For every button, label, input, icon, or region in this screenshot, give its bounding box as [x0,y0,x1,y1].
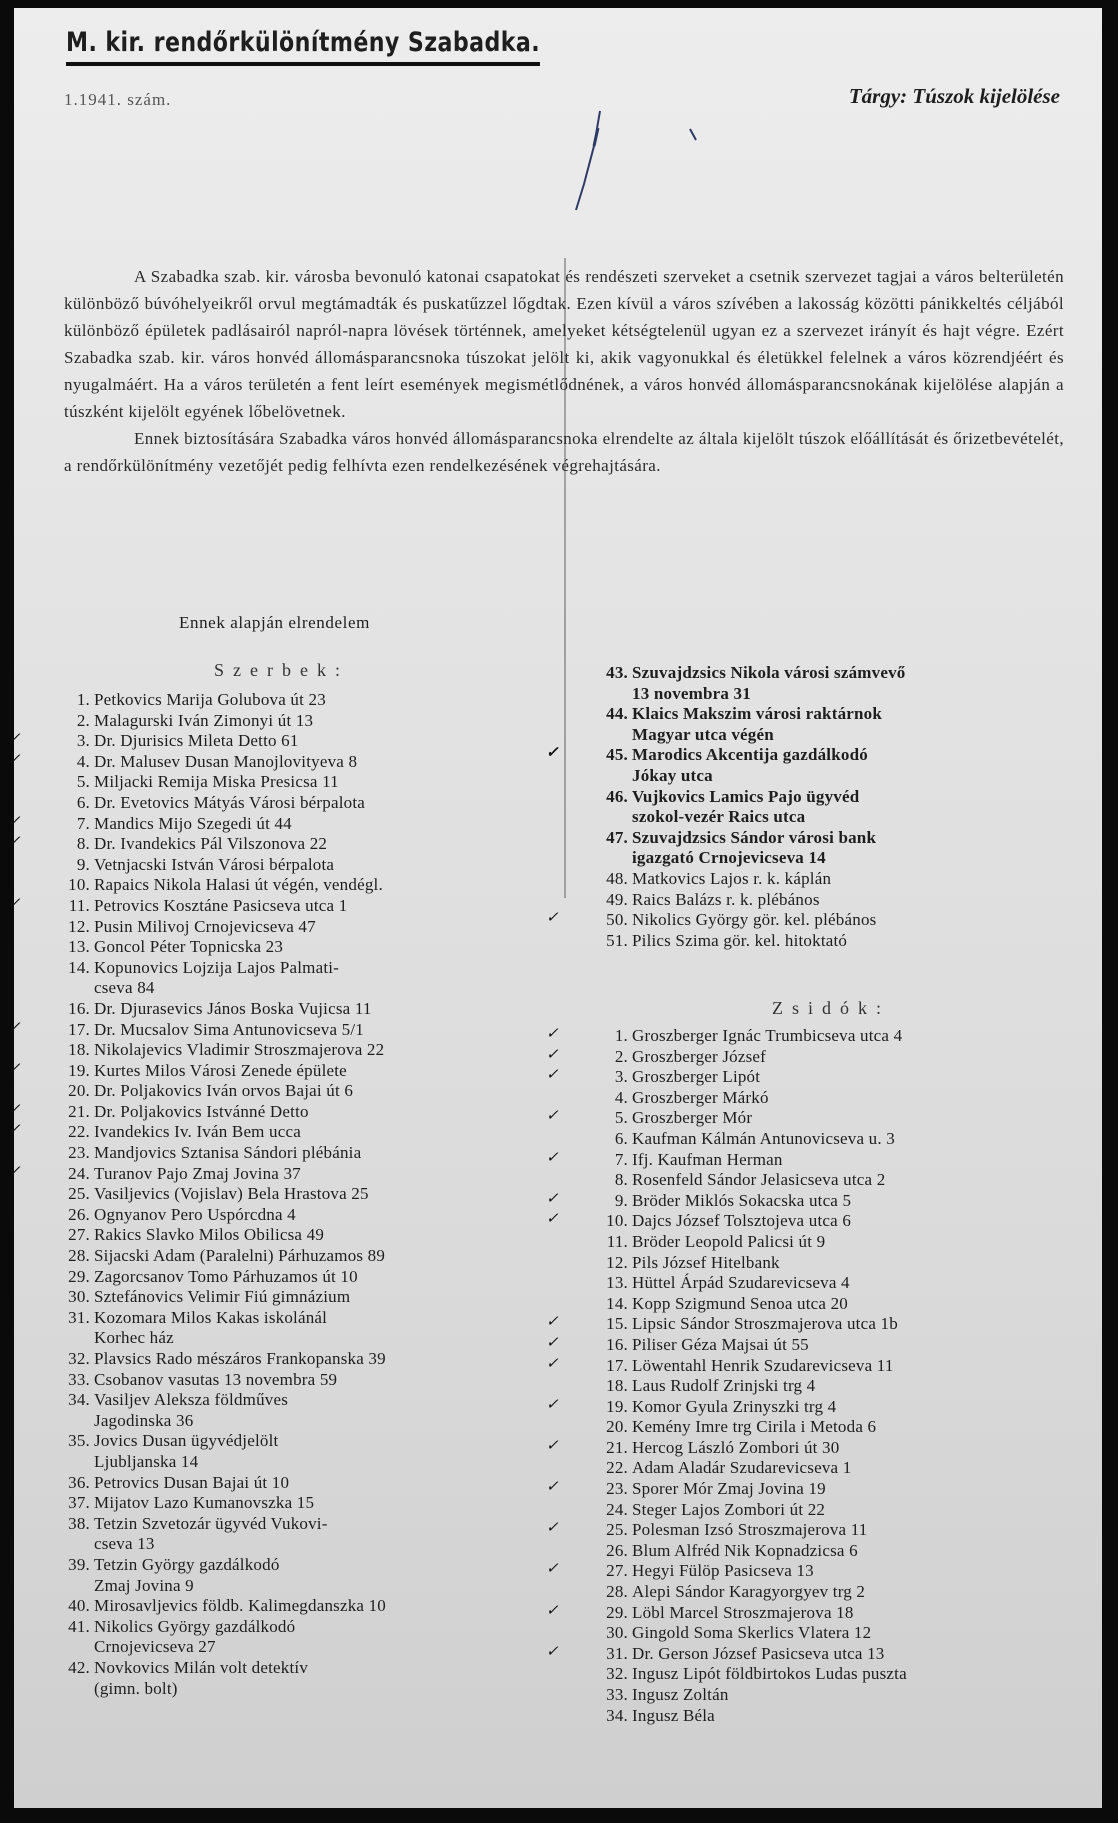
list-item [546,1149,1052,1171]
list-item [582,1706,1052,1727]
item-text: Mandics Mijo Szegedi út 44 [94,813,292,833]
item-number: 8. [76,834,90,854]
item-number: 10. [68,875,90,895]
item-text: Mijatov Lazo Kumanovszka 15 [94,1493,315,1513]
list-item [582,663,1052,704]
item-number: 20. [606,1417,628,1437]
list-item [582,1582,1052,1603]
item-number: 23. [68,1143,90,1163]
list-item [44,1225,514,1246]
list-item [44,711,514,732]
serbs-list [8,690,514,1699]
item-number: 38. [68,1513,90,1533]
item-number: 20. [68,1081,90,1101]
item-text: Petrovics Dusan Bajai út 10 [94,1472,290,1492]
item-text: Petrovics Kosztáne Pasicseva utca 1 [94,895,348,915]
check-mark-icon: ✓ [546,1211,559,1228]
item-text: Plavsics Rado mészáros Frankopanska 39 [94,1349,386,1368]
item-text: Vasiljev Alekszа földműves Jagodinska 36 [94,1390,289,1430]
item-text: Dr. Djurasevics János Boska Vujicsa 11 [94,998,372,1018]
list-item [582,890,1052,911]
item-number: 2. [76,710,90,730]
list-item [44,1370,514,1391]
item-number: 25. [606,1520,628,1540]
list-item [546,1190,1052,1212]
item-text: Vetnjacski István Városi bérpalota [94,854,335,874]
list-item [8,813,514,835]
item-text: Dr. Evetovics Mátyás Városi bérpalota [94,792,365,812]
item-number: 5. [614,1108,628,1128]
list-item [44,690,514,711]
item-text: Mirosavljevics földb. Kalimegdanszka 10 [94,1596,387,1616]
item-text: Sztefánovics Velimir Fiú gimnázium [94,1287,351,1307]
item-text: Dr. Mucsalov Sima Antunovicseva 5/1 [94,1019,365,1039]
item-text: Pils József Hitelbank [632,1252,780,1272]
item-number: 50. [606,910,628,930]
list-item [582,1129,1052,1150]
serbs-title: Szerbek: [214,660,349,680]
item-text: Vasiljevics (Vojislav) Bela Hrastova 25 [94,1184,369,1204]
list-item [44,1617,514,1658]
list-item [8,1163,514,1185]
item-text: Sporer Mór Zmaj Jovina 19 [632,1479,826,1499]
check-mark-icon: ✓ [546,1108,559,1125]
reference-number: 1.1941. szám. [64,90,172,109]
item-number: 41. [68,1616,90,1636]
check-mark-icon: ✓ [8,1122,21,1139]
check-mark-icon: ✓ [546,1149,559,1166]
check-mark-icon: ✓ [546,1479,559,1496]
item-number: 18. [606,1376,628,1396]
item-text: Gingold Soma Skerlics Vlatera 12 [632,1623,872,1643]
check-mark-icon: ✓ [546,1314,559,1331]
jews-title: Zsidók: [772,998,891,1018]
subject-line: Tárgy: Túszok kijelölése [848,84,1060,108]
check-mark-icon: ✓ [546,1355,559,1372]
item-number: 32. [606,1664,628,1684]
item-text: Kozomara Milos Kakas iskolánál Korhec ház [94,1307,328,1348]
item-number: 3. [614,1067,628,1087]
list-item [8,1101,514,1123]
list-item [546,1314,1052,1335]
item-number: 31. [606,1643,628,1663]
item-text: Rapaics Nikola Halasi út végén, vendégl. [94,875,383,895]
list-item [546,1396,1052,1418]
item-number: 22. [68,1122,90,1142]
check-mark-icon: ✓ [546,1026,559,1042]
item-text: Szuvajdzsics Nikola városi számvevő 13 novembra 31 [632,663,906,703]
list-item [44,1287,514,1308]
check-mark-icon: ✓ [546,745,559,762]
list-item [44,1473,514,1494]
item-number: 29. [606,1602,628,1622]
list-item [546,1334,1052,1356]
item-text: Malagurski Iván Zimonyi út 13 [94,710,314,730]
item-text: Dr. Djurisics Mileta Detto 61 [94,731,299,751]
list-item [546,1046,1052,1068]
item-text: Mandjovics Sztanisa Sándori plébánia [94,1143,362,1163]
list-item [582,1664,1052,1685]
item-number: 19. [606,1396,628,1416]
list-item [582,1685,1052,1706]
item-number: 4. [614,1087,628,1107]
item-text: Csobanov vasutas 13 novembra 59 [94,1369,338,1389]
item-number: 11. [68,895,90,915]
item-number: 40. [68,1596,90,1616]
item-number: 30. [68,1287,90,1307]
list-item [546,1479,1052,1500]
check-mark-icon: ✓ [8,895,21,912]
item-text: Goncol Péter Topnicska 23 [94,937,284,957]
item-number: 33. [606,1685,628,1704]
item-text: Hercog László Zombori út 30 [632,1437,840,1457]
item-number: 13. [606,1273,628,1293]
item-text: Ifj. Kaufman Herman [632,1149,783,1169]
item-number: 28. [606,1582,628,1602]
item-text: Groszberger Márkó [632,1087,769,1107]
item-text: Pusin Milivoj Crnojevicseva 47 [94,916,316,936]
list-item [44,1205,514,1226]
list-item [8,1122,514,1143]
item-number: 34. [68,1390,90,1410]
item-number: 15. [606,1314,628,1334]
item-text: Löwentahl Henrik Szudarevicseva 11 [632,1355,894,1375]
item-text: Kemény Imre trg Cirila i Metoda 6 [632,1417,877,1437]
item-number: 49. [606,889,628,909]
item-text: Polesman Izsó Stroszmajerova 11 [632,1520,868,1540]
item-text: Dr. Poljakovics Istvánné Detto [94,1101,309,1121]
check-mark-icon: ✓ [546,1046,559,1063]
list-item [546,1520,1052,1541]
item-text: Nikolics György gör. kel. plébános [632,910,877,930]
list-item [44,855,514,876]
item-text: Sijacski Adam (Paralelni) Párhuzamos 89 [94,1246,386,1266]
item-text: Groszberger Ignác Trumbicseva utca 4 [632,1026,903,1045]
item-text: Lipsic Sándor Stroszmajerova utca 1b [632,1314,898,1334]
list-item [582,1500,1052,1521]
item-text: Petkovics Marija Golubova út 23 [94,690,326,709]
list-item [44,1349,514,1370]
item-text: Dr. Gerson József Pasicseva utca 13 [632,1643,885,1663]
item-text: Szuvajdzsics Sándor városi bank igazgató Crnojevicseva 14 [632,827,877,868]
item-number: 12. [68,916,90,936]
list-item [44,1308,514,1349]
document-heading: M. kir. rendőrkülönítmény Szabadka. [66,26,540,66]
check-mark-icon: ✓ [8,834,21,851]
item-text: Ivandekics Iv. Iván Bem ucca [94,1122,301,1142]
item-number: 28. [68,1246,90,1266]
list-item [44,917,514,938]
item-text: Nikolics György gazdálkodó Crnojevicseva 27 [94,1616,296,1657]
item-number: 21. [68,1101,90,1121]
list-item [44,1514,514,1555]
list-item [44,1596,514,1617]
item-number: 32. [68,1349,90,1368]
item-text: Ingusz Lipót földbirtokos Ludas puszta [632,1664,907,1684]
item-text: Hüttel Árpád Szudarevicseva 4 [632,1273,850,1293]
item-number: 9. [614,1190,628,1210]
item-number: 13. [68,937,90,957]
item-text: Groszberger Mór [632,1108,753,1128]
list-item [582,1417,1052,1438]
list-item [546,1437,1052,1459]
item-number: 33. [68,1369,90,1389]
order-line: Ennek alapján elrendelem [179,613,370,632]
item-number: 26. [68,1204,90,1224]
intro-paragraph-2: Ennek biztosítására Szabadka város honvéd állomásparancsnoka elrendelte az általa kijelölt túszok előállítását és őrizetbevételét, a rendőrkülönítmény vezetőjét pedig felhívta ezen rendelkezésének végrehajtására. [64,429,1064,475]
item-number: 19. [68,1060,90,1080]
item-number: 44. [606,704,628,724]
serbs-list-continued [546,663,1052,951]
list-item [8,895,514,917]
list-item [44,1555,514,1596]
item-number: 24. [68,1163,90,1183]
item-number: 35. [68,1431,90,1451]
item-text: Kurtes Milos Városi Zenede épülete [94,1060,347,1080]
list-item [8,731,514,752]
list-item [44,1431,514,1472]
item-number: 14. [606,1293,628,1313]
item-number: 47. [606,827,628,847]
list-item [582,1088,1052,1109]
item-number: 7. [614,1149,628,1169]
item-number: 43. [606,663,628,682]
item-number: 1. [614,1026,628,1045]
item-text: Miljacki Remija Miska Presicsa 11 [94,772,339,792]
item-text: Dr. Poljakovics Iván orvos Bajai út 6 [94,1081,354,1101]
pen-dot-icon [686,126,702,146]
item-number: 27. [68,1225,90,1245]
item-number: 46. [606,786,628,806]
item-number: 9. [76,854,90,874]
list-item [582,1376,1052,1397]
item-number: 6. [614,1128,628,1148]
item-number: 51. [606,930,628,950]
list-item [44,1246,514,1267]
list-item [546,1026,1052,1047]
item-number: 14. [68,957,90,977]
item-text: Ingusz Zoltán [632,1685,729,1704]
list-item [44,1184,514,1205]
list-item [44,1143,514,1164]
item-text: Pilics Szima gör. kel. hitoktató [632,930,848,950]
check-mark-icon: ✓ [8,1163,21,1180]
document-sheet [8,8,1102,1808]
item-number: 11. [606,1231,628,1251]
item-number: 26. [606,1540,628,1560]
list-item [582,1273,1052,1294]
check-mark-icon: ✓ [8,751,21,768]
list-item [44,1267,514,1288]
list-item [44,772,514,793]
item-number: 48. [606,868,628,888]
item-text: Zagorcsanov Tomo Párhuzamos út 10 [94,1266,358,1286]
item-text: Vujkovics Lamics Pajo ügyvéd szokol-vezér Raics utca [632,786,860,827]
item-text: Piliser Géza Majsai út 55 [632,1334,809,1354]
item-number: 8. [614,1170,628,1190]
item-text: Dajcs József Tolsztojeva utca 6 [632,1211,852,1231]
item-text: Hegyi Fülöp Pasicseva 13 [632,1561,814,1581]
item-text: Kopp Szigmund Senoa utca 20 [632,1293,848,1313]
item-number: 23. [606,1479,628,1499]
item-text: Bröder Miklós Sokacska utca 5 [632,1190,852,1210]
list-item [582,931,1052,952]
list-item [582,1623,1052,1644]
item-text: Nikolajevics Vladimir Stroszmajerova 22 [94,1040,385,1060]
check-mark-icon: ✓ [8,1019,21,1036]
list-item [546,745,1052,786]
item-text: Kopunovics Lojzija Lajos Palmati- cseva 84 [94,957,340,998]
list-item [582,869,1052,890]
item-text: Rakics Slavko Milos Obilicsa 49 [94,1225,325,1245]
check-mark-icon: ✓ [8,813,21,830]
check-mark-icon: ✓ [546,1561,559,1578]
check-mark-icon: ✓ [546,910,559,927]
item-text: Adam Aladár Szudarevicseva 1 [632,1458,852,1478]
list-item [8,1019,514,1041]
item-number: 16. [68,998,90,1018]
intro-paragraph-1: A Szabadka szab. kir. városba bevonuló katonai csapatokat és rendészeti szerveket a csetnik szervezet tagjai a város belterületén különböző búvóhelyeikről orvul megtámadták és puskatűzzel lőgdtak. Ezen kívül a város szívében a lakosság közötti pánikkeltés céljából különböző épületek padlásairól napról-napra lövések történnek, amelyeket kétségtelenül ugyan ez a szervezet irányít és hajt végre. Ezért Szabadka szab. kir. város honvéd állomásparancsnoka túszokat jelölt ki, akik vagyonukkal és életükkel felelnek a város közrendjéért és nyugalmáért. Ha a város területén a fent leírt események megismétlődnének, a város honvéd állomásparancsnokának kijelölése alapján a túszként kijelölt egyének lőbelövetnek. [64,267,1064,421]
item-text: Steger Lajos Zombori út 22 [632,1499,826,1519]
list-item [546,1602,1052,1624]
list-item [582,828,1052,869]
jews-list [546,1026,1052,1726]
item-text: Dr. Ivandekics Pál Vilszonova 22 [94,834,328,854]
item-number: 42. [68,1657,90,1677]
list-item [546,910,1052,931]
item-text: Blum Alfréd Nik Kopnadzicsa 6 [632,1540,858,1560]
item-number: 22. [606,1458,628,1478]
check-mark-icon: ✓ [546,1067,559,1084]
item-number: 27. [606,1561,628,1581]
item-text: Novkovics Milán volt detektív (gimn. bolt) [94,1657,309,1698]
check-mark-icon: ✓ [546,1602,559,1619]
list-item [546,1561,1052,1582]
list-item [582,1294,1052,1315]
pen-mark-icon [570,106,610,216]
item-text: Löbl Marcel Stroszmajerova 18 [632,1602,854,1622]
check-mark-icon: ✓ [8,1101,21,1118]
item-text: Matkovics Lajos r. k. káplán [632,868,832,888]
item-text: Groszberger Lipót [632,1067,761,1087]
list-item [44,875,514,896]
item-number: 31. [68,1307,90,1327]
check-mark-icon: ✓ [8,1060,21,1077]
list-item [8,751,514,773]
list-item [582,1232,1052,1253]
item-number: 3. [76,731,90,751]
list-item [546,1355,1052,1377]
list-item [582,1170,1052,1191]
list-item [8,834,514,855]
item-number: 17. [606,1355,628,1375]
item-number: 4. [76,751,90,771]
item-text: Laus Rudolf Zrinjski trg 4 [632,1376,816,1396]
item-number: 34. [606,1705,628,1725]
item-number: 21. [606,1437,628,1457]
check-mark-icon: ✓ [546,1190,559,1207]
check-mark-icon: ✓ [546,1334,559,1351]
item-number: 16. [606,1334,628,1354]
item-number: 24. [606,1499,628,1519]
list-item [546,1643,1052,1665]
list-item [582,787,1052,828]
list-item [44,1040,514,1061]
item-number: 25. [68,1184,90,1204]
item-text: Marodics Akcentija gazdálkodó Jókay utca [632,745,868,785]
item-text: Turanov Pajo Zmaj Jovina 37 [94,1163,301,1183]
item-text: Dr. Malusev Dusan Manojlovityeva 8 [94,751,358,771]
list-item [44,958,514,999]
list-item [8,1060,514,1082]
item-number: 10. [606,1211,628,1231]
item-number: 30. [606,1623,628,1643]
item-number: 17. [68,1019,90,1039]
item-text: Tetzin György gazdálkodó Zmaj Jovina 9 [94,1554,280,1595]
check-mark-icon: ✓ [546,1643,559,1660]
item-number: 7. [76,813,90,833]
list-item [44,1493,514,1514]
item-text: Rosenfeld Sándor Jelasicseva utca 2 [632,1170,886,1190]
item-text: Ingusz Béla [632,1705,715,1725]
item-text: Alepi Sándor Karagyorgyev trg 2 [632,1582,866,1602]
check-mark-icon: ✓ [546,1396,559,1413]
list-item [44,1658,514,1699]
list-item [44,793,514,814]
list-item [546,1211,1052,1232]
list-item [582,1541,1052,1562]
item-text: Jovics Dusan ügyvédjelölt Ljubljanska 14 [94,1431,279,1471]
item-text: Bröder Leopold Palicsi út 9 [632,1231,826,1251]
item-text: Raics Balázs r. k. plébános [632,889,820,909]
item-text: Ognyanov Pero Uspórcdna 4 [94,1204,296,1224]
list-item [44,1390,514,1431]
check-mark-icon: ✓ [8,731,21,748]
list-item [546,1108,1052,1129]
item-number: 6. [76,792,90,812]
item-text: Groszberger József [632,1046,767,1066]
list-item [44,1081,514,1102]
intro-text [64,263,1064,479]
list-item [44,937,514,958]
item-text: Tetzin Szvetozár ügyvéd Vukovi- cseva 13 [94,1513,328,1554]
item-text: Komor Gyula Zrinyszki trg 4 [632,1396,837,1416]
list-item [582,1458,1052,1479]
item-number: 36. [68,1472,90,1492]
item-number: 37. [68,1493,90,1513]
item-number: 39. [68,1554,90,1574]
list-item [582,1253,1052,1274]
item-number: 2. [614,1046,628,1066]
list-item [546,1067,1052,1088]
item-number: 29. [68,1266,90,1286]
item-number: 1. [76,690,90,709]
item-text: Klaics Makszim városi raktárnok Magyar utca végén [632,704,883,744]
check-mark-icon: ✓ [546,1437,559,1454]
item-number: 12. [606,1252,628,1272]
list-item [582,704,1052,745]
item-text: Kaufman Kálmán Antunovicseva u. 3 [632,1128,895,1148]
check-mark-icon: ✓ [546,1520,559,1537]
item-number: 5. [76,772,90,792]
item-number: 45. [606,745,628,765]
item-number: 18. [68,1040,90,1060]
list-item [44,999,514,1020]
